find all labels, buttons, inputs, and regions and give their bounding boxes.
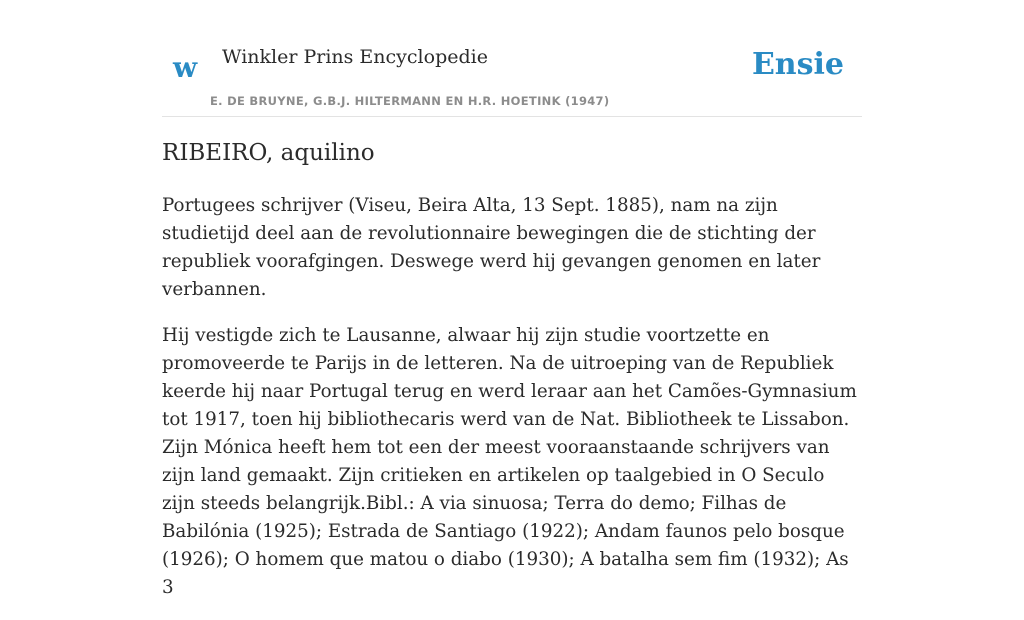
entry-body	[162, 192, 862, 620]
site-header	[162, 0, 862, 117]
site-title[interactable]: Winkler Prins Encyclopedie	[222, 46, 488, 68]
paragraph: Hij vestigde zich te Lausanne, alwaar hij zijn studie voortzette en promoveerde te Parijs in de letteren. Na de uitroeping van de Republiek keerde hij naar Portugal terug en werd leraar aan het Camões-Gymnasium tot 1917, toen hij bibliothecaris werd van de Nat. Bibliotheek te Lissabon. Zijn Mónica heeft hem tot een der meest vooraanstaande schrijvers van zijn land gemaakt. Zijn critieken en artikelen op taalgebied in O Seculo zijn steeds belangrijk.Bibl.: A via sinuosa; Terra do demo; Filhas de Babilónia (1925); Estrada de Santiago (1922); Andam faunos pelo bosque (1926); O homem que matou o diabo (1930); A batalha sem fim (1932); As 3	[162, 325, 857, 598]
authors-line: E. DE BRUYNE, G.B.J. HILTERMANN EN H.R. HOETINK (1947)	[210, 94, 610, 108]
logo-w-icon[interactable]: w	[173, 51, 198, 84]
entry-title: RIBEIRO, aquilino	[162, 140, 375, 166]
paragraph: Portugees schrijver (Viseu, Beira Alta, 13 Sept. 1885), nam na zijn studietijd deel aan de revolutionnaire bewegingen die de stichting der republiek voorafgingen. Deswege werd hij gevangen genomen en later verbannen.	[162, 195, 821, 300]
brand-logo[interactable]: Ensie	[751, 47, 844, 82]
